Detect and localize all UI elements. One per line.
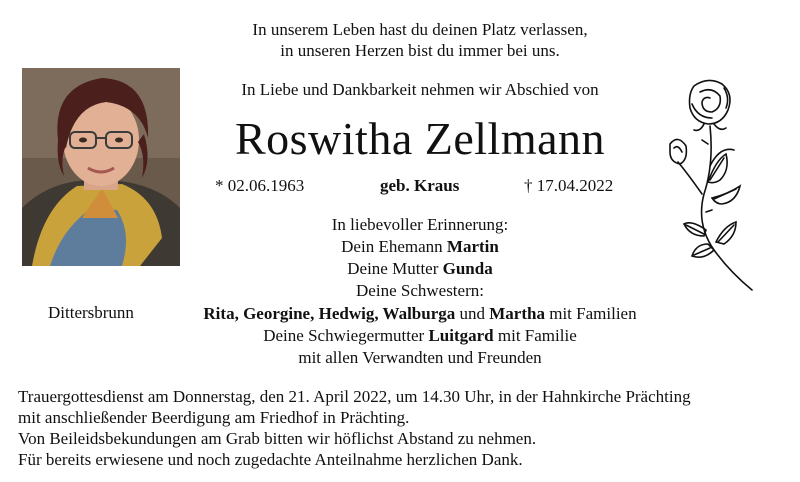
- mourner-sisters: [150, 303, 690, 324]
- husband-prefix: Dein Ehemann: [341, 237, 447, 256]
- intro-verse-line-2: in unseren Herzen bist du immer bei uns.: [280, 41, 560, 60]
- husband-name: Martin: [446, 237, 499, 256]
- mother-prefix: Deine Mutter: [347, 259, 443, 278]
- maiden-name: geb. Kraus: [380, 176, 460, 195]
- thanks-line: Für bereits erwiesene und noch zugedachte Anteilnahme herzlichen Dank.: [18, 450, 523, 469]
- mourner-mother: [150, 258, 690, 279]
- sisters-and: und: [455, 304, 490, 323]
- intro-verse-line-1: In unserem Leben hast du deinen Platz verlassen,: [252, 20, 588, 39]
- mil-suffix: mit Familie: [493, 326, 577, 345]
- death-date: † 17.04.2022: [524, 176, 614, 195]
- sister-last-name: Martha: [489, 304, 545, 323]
- mourner-husband: [150, 236, 690, 257]
- farewell-line: In Liebe und Dankbarkeit nehmen wir Abschied von: [241, 80, 599, 99]
- birth-date: * 02.06.1963: [215, 176, 305, 195]
- sisters-names: Rita, Georgine, Hedwig, Walburga: [203, 304, 456, 323]
- mother-name: Gunda: [442, 259, 493, 278]
- mourner-relatives: mit allen Verwandten und Freunden: [298, 348, 542, 367]
- service-line-1: Trauergottesdienst am Donnerstag, den 21. April 2022, um 14.30 Uhr, in der Hahnkirche Prächting: [18, 387, 691, 406]
- mourners-heading: In liebevoller Erinnerung:: [331, 215, 509, 234]
- sisters-suffix: mit Familien: [544, 304, 637, 323]
- deceased-name: Roswitha Zellmann: [234, 113, 606, 164]
- sisters-heading: Deine Schwestern:: [356, 281, 484, 300]
- condolence-line: Von Beileidsbekundungen am Grab bitten wir höflichst Abstand zu nehmen.: [18, 429, 537, 448]
- mil-prefix: Deine Schwiegermutter: [263, 326, 429, 345]
- mil-name: Luitgard: [428, 326, 494, 345]
- place-name: Dittersbrunn: [48, 303, 134, 322]
- mourner-mother-in-law: [150, 325, 690, 346]
- service-line-2: mit anschließender Beerdigung am Friedhof in Prächting.: [18, 408, 410, 427]
